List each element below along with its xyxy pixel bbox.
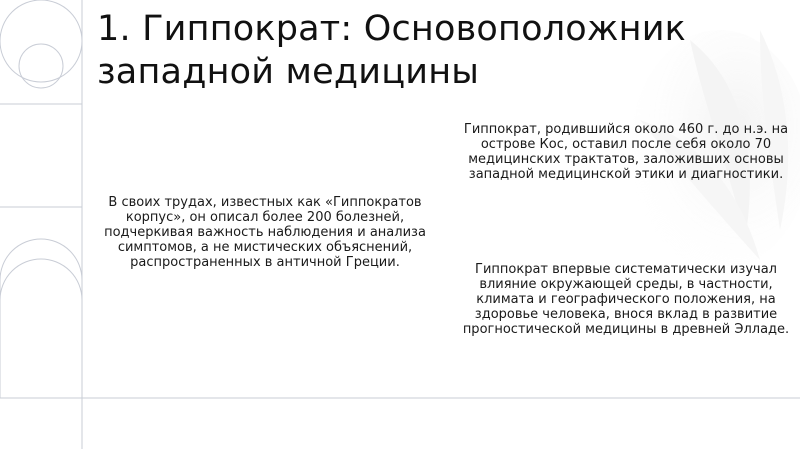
slide-title [97, 8, 797, 94]
title-line-1: 1. Гиппократ: Основоположник [97, 9, 687, 49]
circle-decoration [0, 0, 82, 88]
paragraph-biography: Гиппократ, родившийся около 460 г. до н.э. на острове Кос, оставил после себя около 70 медицинских трактатов, заложивших основы западной медицинской этики и диагностики. [463, 122, 789, 182]
paragraph-environment: Гиппократ впервые систематически изучал влияние окружающей среды, в частности, климата и географического положения, на здоровье человека, внося вклад в развитие прогностической медицины в древней Элладе. [462, 262, 790, 337]
title-line-2: западной медицины [97, 52, 480, 92]
paragraph-corpus: В своих трудах, известных как «Гиппократов корпус», он описал более 200 болезней, подчеркивая важность наблюдения и анализа симптомов, а не мистических объяснений, распространенных в античной Греции. [104, 195, 426, 270]
arch-decoration [0, 239, 82, 398]
